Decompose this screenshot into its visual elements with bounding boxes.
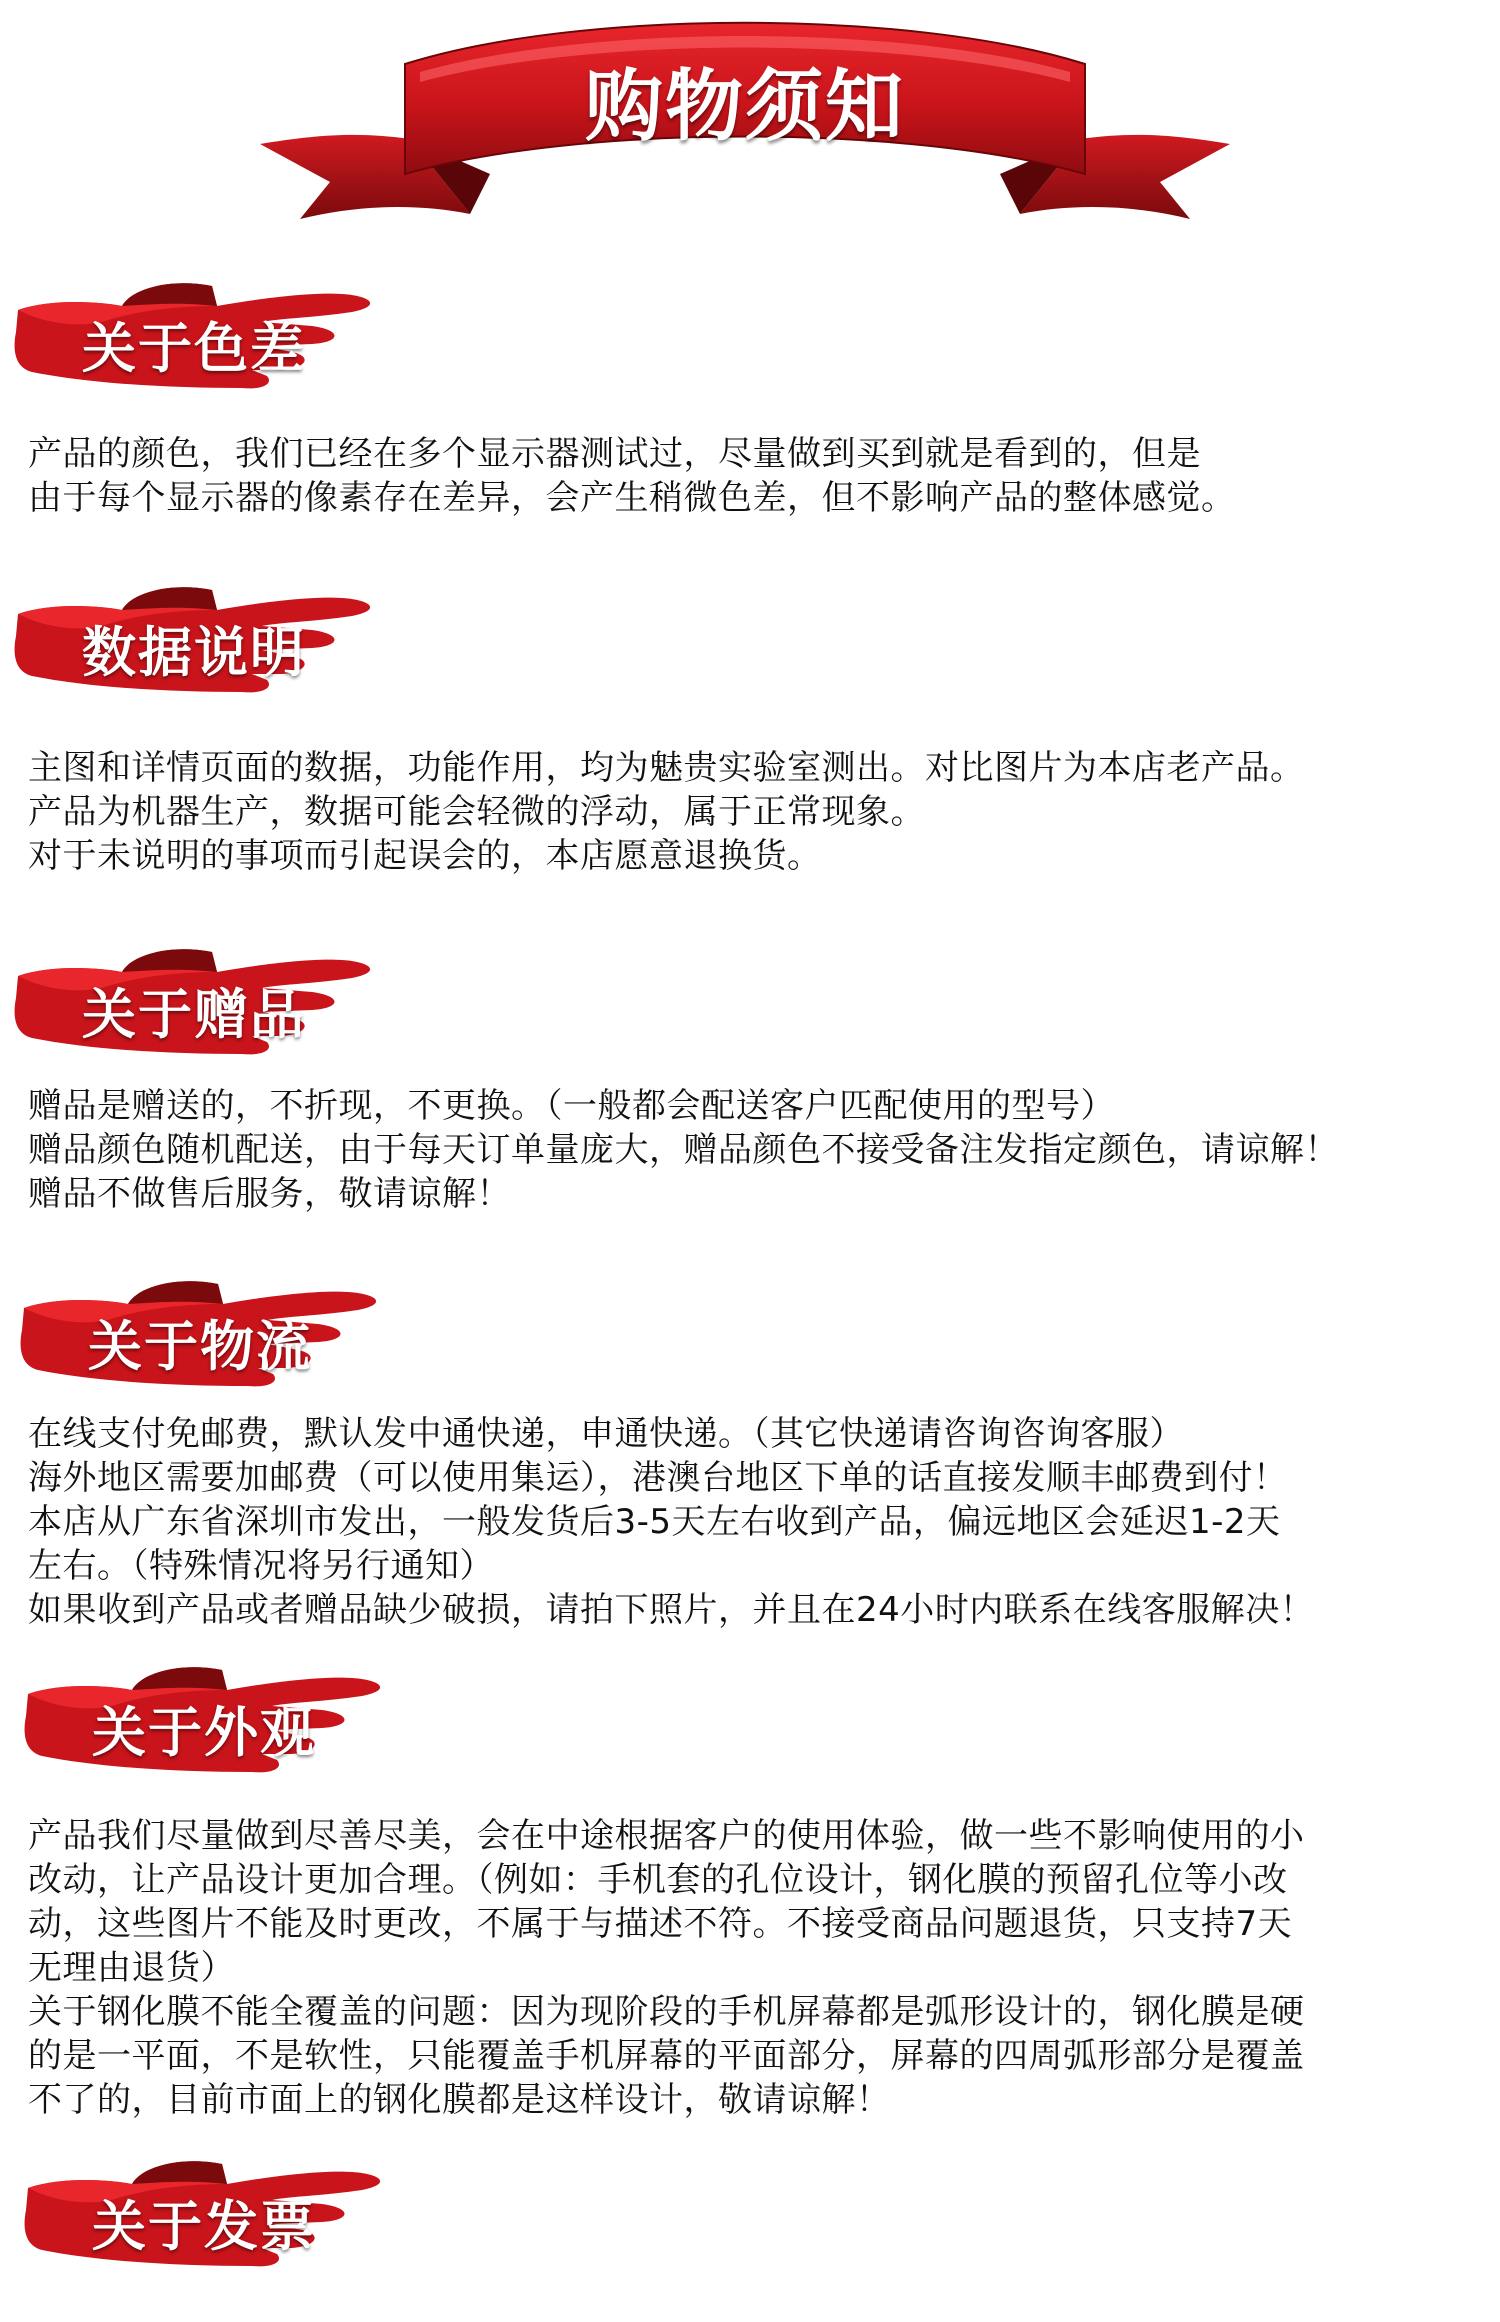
text-line: 如果收到产品或者赠品缺少破损，请拍下照片，并且在24小时内联系在线客服解决！	[28, 1590, 1315, 1630]
text-line: 在线支付免邮费，默认发中通快递，申通快递。（其它快递请咨询咨询客服）	[28, 1414, 1184, 1454]
shopping-notice-banner	[240, 14, 1250, 254]
text-line: 产品我们尽量做到尽善尽美，会在中途根据客户的使用体验，做一些不影响使用的小	[28, 1816, 1305, 1856]
text-line: 赠品颜色随机配送，由于每天订单量庞大，赠品颜色不接受备注发指定颜色，请谅解！	[28, 1130, 1339, 1170]
section-label-color-difference	[12, 272, 452, 392]
text-line: 改动，让产品设计更加合理。（例如：手机套的孔位设计，钢化膜的预留孔位等小改	[28, 1860, 1288, 1900]
section-body-gifts	[28, 1084, 1478, 1216]
banner-title: 购物须知	[584, 62, 905, 152]
text-line: 产品的颜色，我们已经在多个显示器测试过，尽量做到买到就是看到的，但是	[28, 434, 1201, 474]
section-body-logistics	[28, 1412, 1478, 1632]
section-body-color-difference	[28, 432, 1478, 520]
text-line: 动，这些图片不能及时更改，不属于与描述不符。不接受商品问题退货，只支持7天	[28, 1904, 1293, 1944]
section-label-data-description	[12, 576, 452, 696]
text-line: 赠品不做售后服务，敬请谅解！	[28, 1174, 511, 1214]
text-line: 左右。（特殊情况将另行通知）	[28, 1546, 494, 1586]
section-label-invoice	[22, 2150, 462, 2270]
text-line: 关于钢化膜不能全覆盖的问题：因为现阶段的手机屏幕都是弧形设计的，钢化膜是硬	[28, 1992, 1305, 2032]
text-line: 产品为机器生产，数据可能会轻微的浮动，属于正常现象。	[28, 792, 925, 832]
section-title: 关于物流	[88, 1315, 312, 1378]
text-line: 主图和详情页面的数据，功能作用，均为魅贵实验室测出。对比图片为本店老产品。	[28, 748, 1305, 788]
section-label-gifts	[12, 938, 452, 1058]
section-body-data-description	[28, 746, 1478, 878]
text-line: 赠品是赠送的，不折现，不更换。（一般都会配送客户匹配使用的型号）	[28, 1086, 1115, 1126]
section-title: 关于外观	[92, 1701, 316, 1764]
section-body-appearance	[28, 1814, 1478, 2122]
text-line: 海外地区需要加邮费（可以使用集运），港澳台地区下单的话直接发顺丰邮费到付！	[28, 1458, 1288, 1498]
section-title: 关于赠品	[82, 983, 306, 1046]
section-label-appearance	[22, 1656, 462, 1776]
text-line: 由于每个显示器的像素存在差异，会产生稍微色差，但不影响产品的整体感觉。	[28, 478, 1236, 518]
text-line: 本店从广东省深圳市发出，一般发货后3-5天左右收到产品，偏远地区会延迟1-2天	[28, 1502, 1281, 1542]
text-line: 无理由退货）	[28, 1948, 235, 1988]
section-title: 关于发票	[92, 2195, 316, 2258]
section-title: 关于色差	[82, 317, 306, 380]
text-line: 不了的，目前市面上的钢化膜都是这样设计，敬请谅解！	[28, 2080, 891, 2120]
section-label-logistics	[18, 1270, 458, 1390]
section-title: 数据说明	[82, 621, 306, 684]
text-line: 对于未说明的事项而引起误会的，本店愿意退换货。	[28, 836, 822, 876]
text-line: 的是一平面，不是软性，只能覆盖手机屏幕的平面部分，屏幕的四周弧形部分是覆盖	[28, 2036, 1305, 2076]
